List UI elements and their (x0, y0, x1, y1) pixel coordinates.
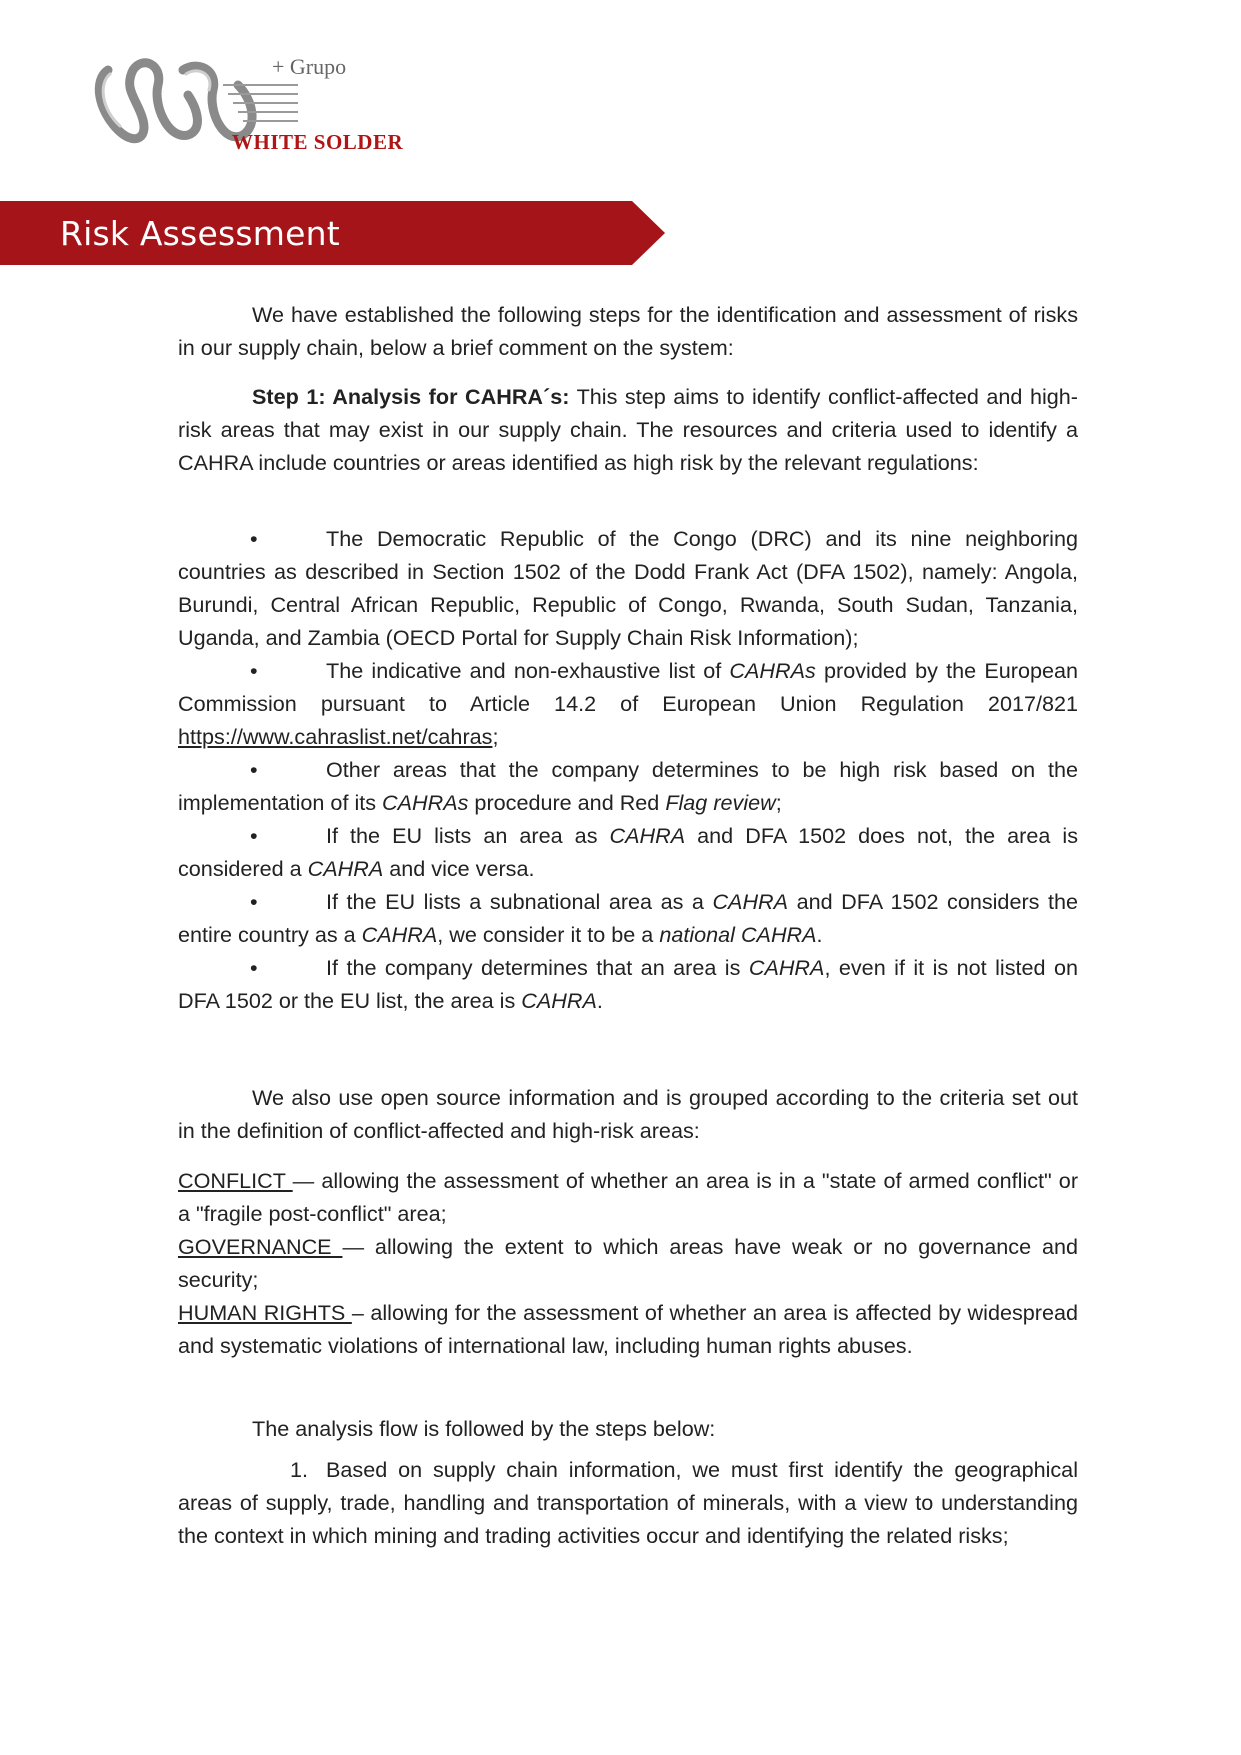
criteria-conflict: CONFLICT — allowing the assessment of whether an area is in a "state of armed conflict" or a "fragile post-conflict" area; (178, 1168, 1079, 1226)
open-source-paragraph: We also use open source information and is grouped according to the criteria set out in the definition of conflict-affected and high-risk areas: (178, 1085, 1078, 1143)
flow-step-1: 1. Based on supply chain information, we must first identify the geographical areas of supply, trade, handling and transportation of minerals, with a view to understanding the context in which mining and trading activities occur and identifying the related risks; (178, 1457, 1078, 1548)
cahras-link[interactable]: https://www.cahraslist.net/cahras (178, 724, 493, 749)
step1-text: This step aims to identify conflict-affected and high-risk areas that may exist in our supply chain. The resources and criteria used to identify a CAHRA include countries or areas identified as high risk by the relevant regulations: (178, 384, 1078, 475)
page-title: Risk Assessment (60, 214, 340, 253)
logo-company-name: WHITE SOLDER (232, 130, 404, 154)
criteria-governance: GOVERNANCE — allowing the extent to which areas have weak or no governance and security; (178, 1234, 1078, 1292)
step1-label: Step 1: Analysis for CAHRA´s: (252, 384, 570, 409)
logo-grupo-text: + Grupo (272, 54, 347, 79)
list-item: • If the company determines that an area is CAHRA, even if it is not listed on DFA 1502 or the EU list, the area is CAHRA. (178, 955, 1078, 1013)
flow-intro-paragraph: The analysis flow is followed by the steps below: (252, 1416, 716, 1441)
step1-paragraph (178, 380, 1078, 479)
list-item: • Other areas that the company determines to be high risk based on the implementation of its CAHRAs procedure and Red Flag review; (178, 757, 1078, 815)
intro-paragraph: We have established the following steps for the identification and assessment of risks in our supply chain, below a brief comment on the system: (178, 302, 1078, 360)
list-item: • If the EU lists an area as CAHRA and DFA 1502 does not, the area is considered a CAHRA and vice versa. (178, 823, 1078, 881)
list-item: • If the EU lists a subnational area as a CAHRA and DFA 1502 considers the entire country as a CAHRA, we consider it to be a national CAHRA. (178, 889, 1078, 947)
cahra-criteria-list (178, 522, 1078, 1017)
risk-criteria (178, 1164, 1078, 1362)
list-item: • The indicative and non-exhaustive list of CAHRAs provided by the European Commission pursuant to Article 14.2 of European Union Regulation 2017/821 https://www.cahraslist.net/cahras; (178, 658, 1078, 749)
list-item: • The Democratic Republic of the Congo (DRC) and its nine neighboring countries as described in Section 1502 of the Dodd Frank Act (DFA 1502), namely: Angola, Burundi, Central African Republic, Republic of Congo, Rwanda, South Sudan, Tanzania, Uganda, and Zambia (OECD Portal for Supply Chain Risk Information); (178, 526, 1078, 650)
criteria-human-rights: HUMAN RIGHTS – allowing for the assessment of whether an area is affected by widespread and systematic violations of international law, including human rights abuses. (178, 1300, 1078, 1358)
